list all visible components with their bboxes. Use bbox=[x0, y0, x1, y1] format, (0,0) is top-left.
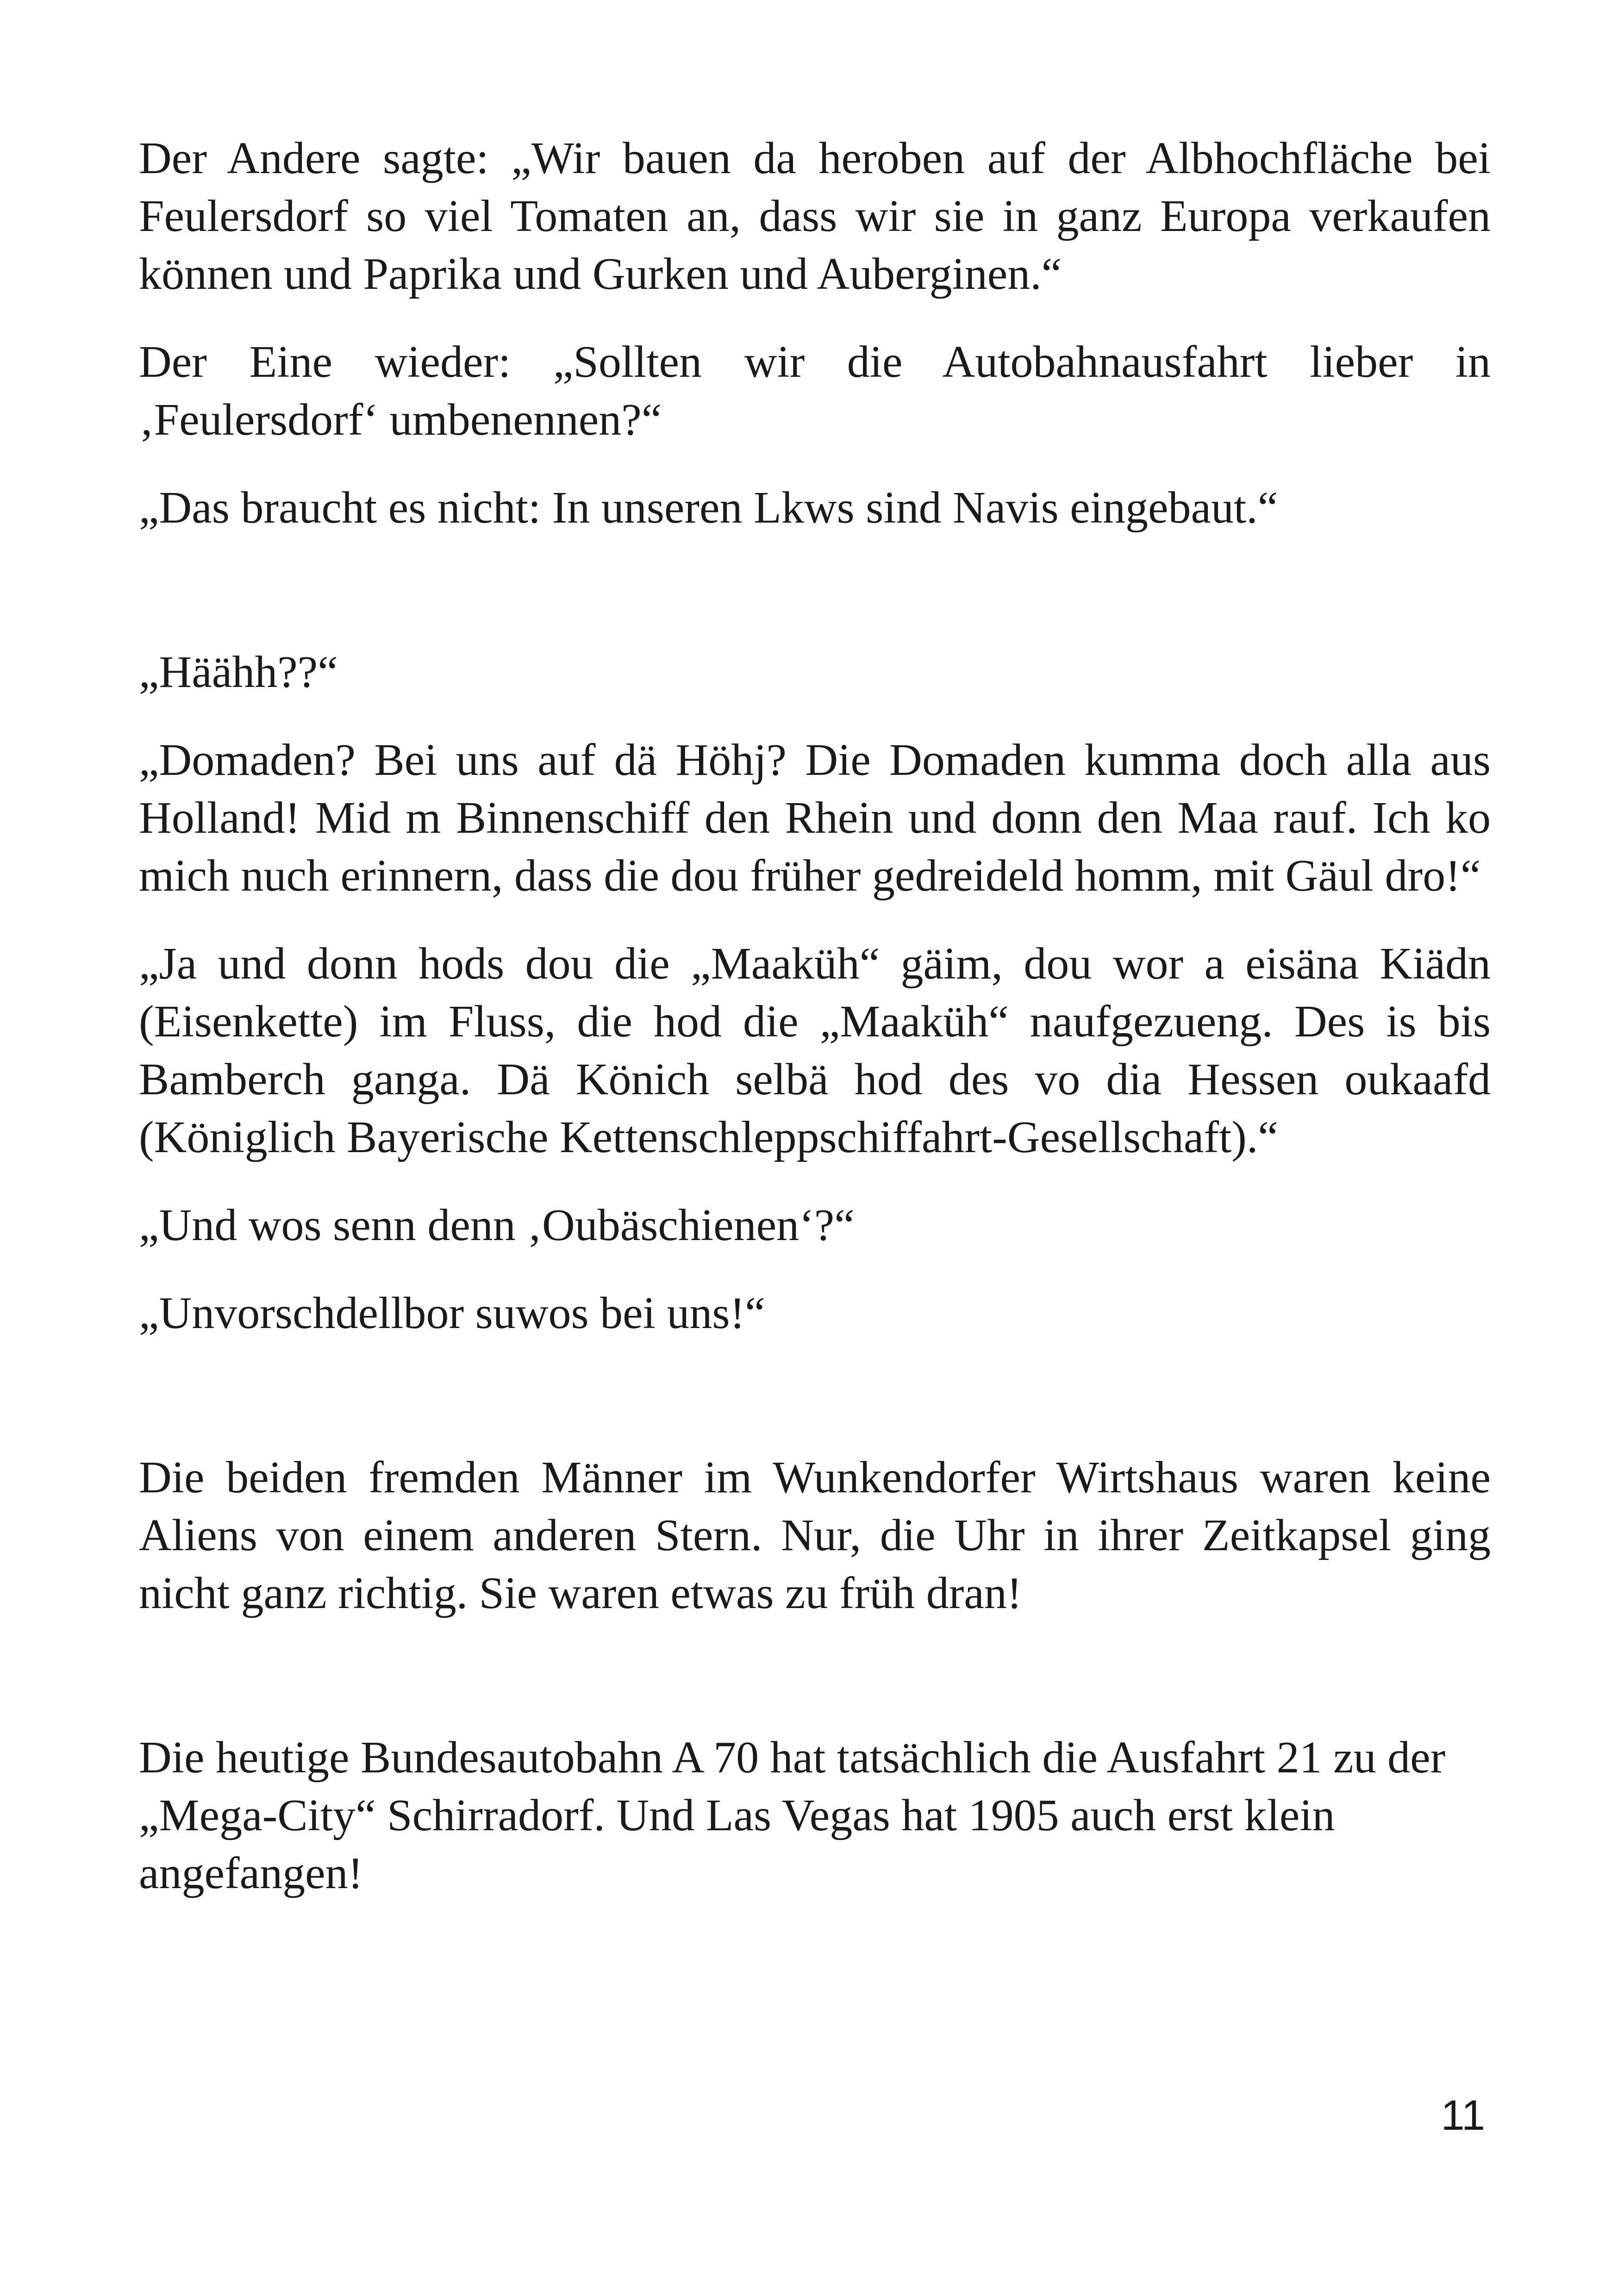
section-gap bbox=[139, 1653, 1491, 1729]
paragraph: „Und wos senn denn ‚Oubäschienen‘?“ bbox=[139, 1200, 855, 1250]
page-number: 11 bbox=[1441, 2092, 1485, 2139]
paragraph: Die beiden fremden Männer im Wunkendorfer Wirtshaus waren keine Aliens von einem anderen Stern. Nur, die Uhr in ihrer Zeitkapsel ging nicht ganz richtig. Sie waren etwas zu früh dran! bbox=[139, 1453, 1491, 1618]
paragraph: „Ja und donn hods dou die „Maaküh“ gäim, dou wor a eisäna Kiädn (Eisenkette) im Fluss, die hod die „Maaküh“ naufgezueng. Des is bis Bamberch ganga. Dä Könich selbä hod des vo dia Hessen oukaafd (Königlich Bayerische Kettenschleppschiffahrt-Gesellschaft).“ bbox=[139, 939, 1491, 1162]
paragraph: „Domaden? Bei uns auf dä Höhj? Die Domaden kumma doch alla aus Holland! Mid m Binnenschiff den Rhein und donn den Maa rauf. Ich ko mich nuch erinnern, dass die dou früher gedreideld homm, mit Gäul dro!“ bbox=[139, 735, 1491, 901]
section-gap bbox=[139, 1372, 1491, 1449]
paragraph: Der Eine wieder: „Sollten wir die Autobahnausfahrt lieber in ‚Feulersdorf‘ umbenennen?“ bbox=[139, 337, 1491, 445]
section-gap bbox=[139, 567, 1491, 643]
text-column bbox=[139, 130, 1491, 1933]
paragraph: „Das braucht es nicht: In unseren Lkws sind Navis eingebaut.“ bbox=[139, 483, 1278, 533]
paragraph: „Häähh??“ bbox=[139, 647, 338, 697]
paragraph: Der Andere sagte: „Wir bauen da heroben auf der Albhochfläche bei Feulersdorf so viel Tomaten an, dass wir sie in ganz Europa verkaufen können und Paprika und Gurken und Auberginen.“ bbox=[139, 133, 1491, 299]
paragraph: „Unvorschdellbor suwos bei uns!“ bbox=[139, 1288, 765, 1338]
paragraph: Die heutige Bundesautobahn A 70 hat tatsächlich die Ausfahrt 21 zu der „Mega-City“ Schirradorf. Und Las Vegas hat 1905 auch erst klein angefangen! bbox=[139, 1733, 1446, 1898]
